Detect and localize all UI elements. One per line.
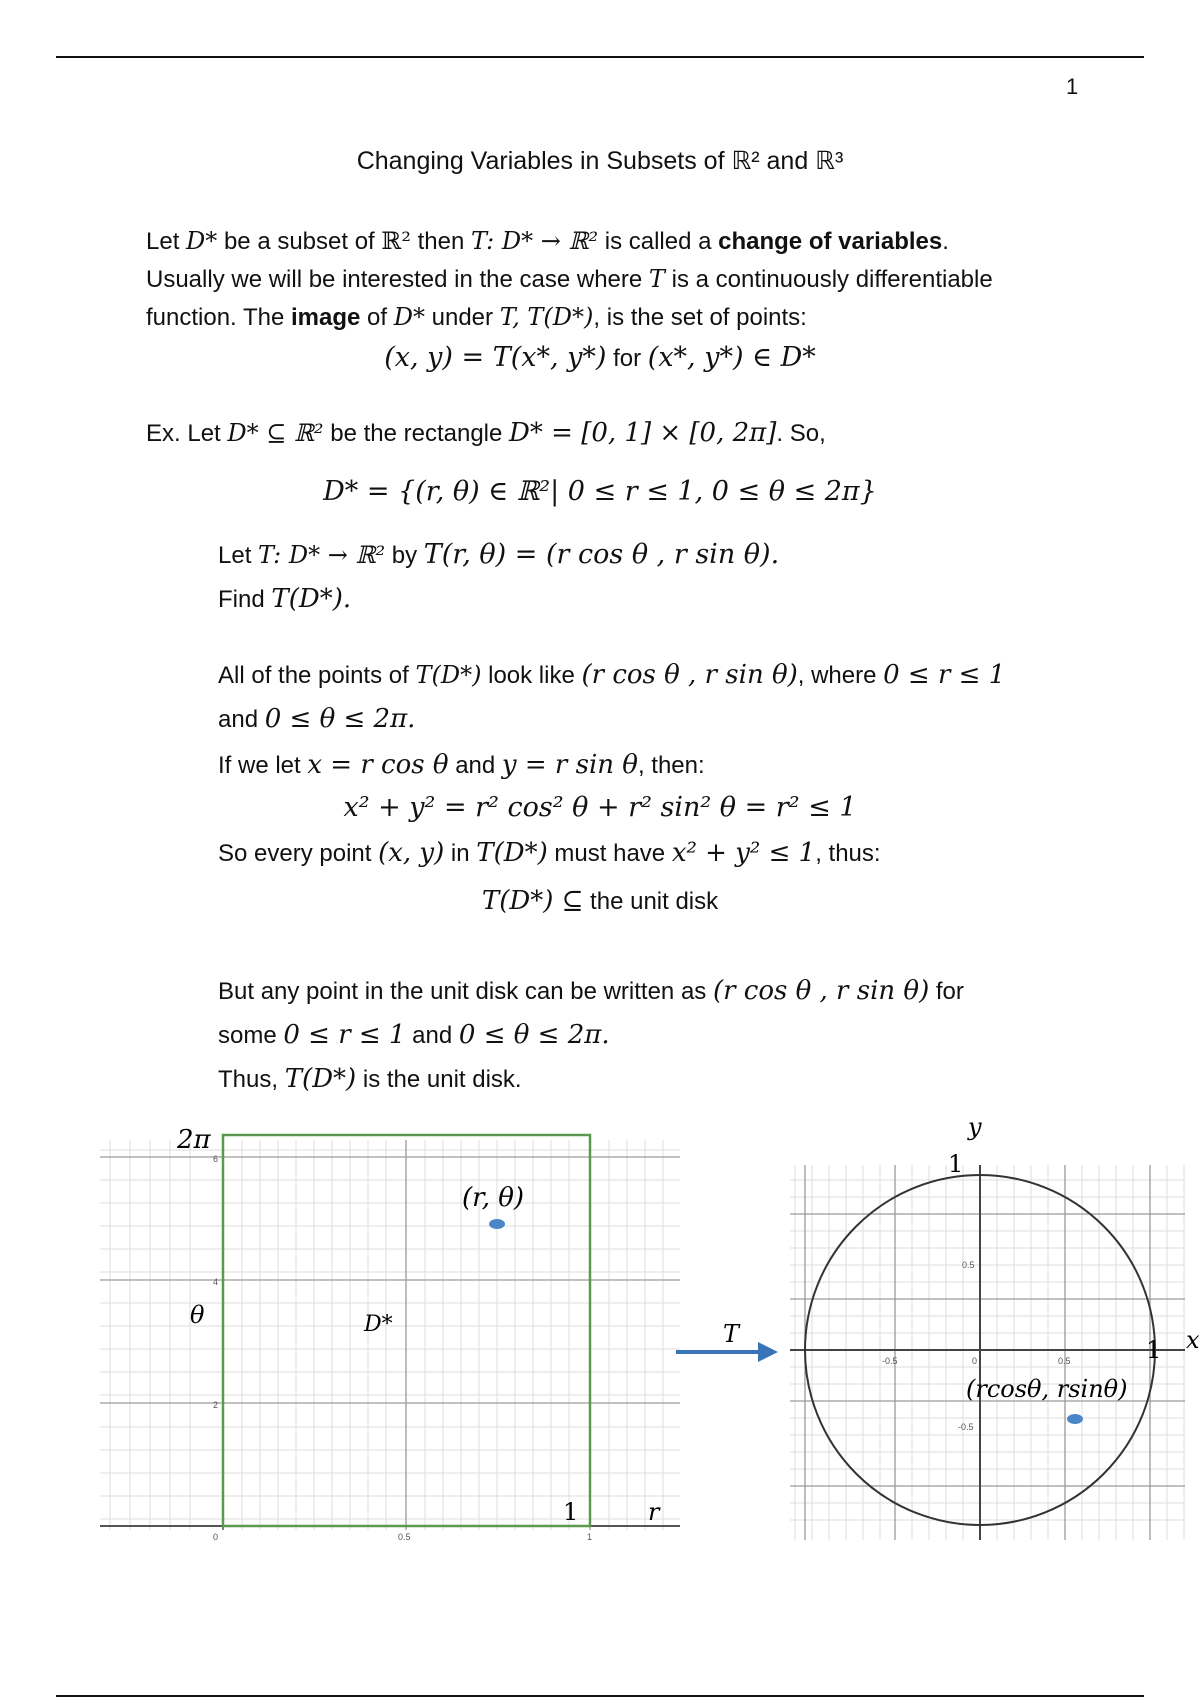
- text: look like: [481, 662, 582, 689]
- text: and: [218, 706, 265, 733]
- label-one-top: 1: [948, 1150, 964, 1178]
- iflet-line: [218, 746, 705, 785]
- title-text: Changing Variables in Subsets of ℝ² and ℝ³: [356, 147, 844, 175]
- text: be a subset of: [217, 228, 382, 255]
- label-one-right: 1: [1146, 1336, 1162, 1364]
- math: x = r cos θ: [307, 750, 449, 780]
- disk-plot: [790, 1113, 1200, 1540]
- math: ℝ²: [381, 227, 411, 255]
- text: for: [929, 978, 964, 1005]
- text: Find: [218, 586, 272, 613]
- tick-label-0: 0: [972, 1356, 978, 1366]
- intro-equation: [0, 338, 1200, 378]
- label-point-r-theta: (r, θ): [462, 1183, 525, 1213]
- points-line: [218, 656, 1005, 695]
- text: be the rectangle: [323, 420, 510, 447]
- text: in: [444, 840, 477, 867]
- tick-label-4: 4: [213, 1277, 219, 1287]
- subset-statement: [0, 882, 1200, 921]
- label-point-rcos-rsin: (rcosθ, rsinθ): [966, 1375, 1128, 1403]
- intro-line-3: [146, 298, 807, 337]
- text: is the unit disk.: [356, 1066, 522, 1093]
- math: (r cos θ , r sin θ): [581, 660, 798, 690]
- intro-line-1: [146, 222, 949, 261]
- tick-label-neg-0-5: -0.5: [882, 1356, 898, 1366]
- text: , where: [797, 662, 884, 689]
- label-theta: θ: [190, 1301, 205, 1329]
- text: Ex. Let: [146, 420, 228, 447]
- math: T(D*) ⊆: [481, 886, 584, 916]
- math: D* = [0, 1] × [0, 2π]: [509, 418, 777, 448]
- arrow-head-icon: [758, 1342, 778, 1362]
- math: T(D*): [284, 1064, 357, 1094]
- math: D* ⊆ ℝ²: [227, 419, 324, 447]
- top-rule: [56, 56, 1144, 58]
- page-title: [0, 146, 1200, 176]
- label-2pi: 2π: [177, 1125, 211, 1155]
- text: is a continuously differentiable: [664, 266, 993, 293]
- mapping-arrow: [676, 1320, 778, 1362]
- text: , is the set of points:: [593, 304, 807, 331]
- label-r: r: [648, 1498, 660, 1526]
- text: Let: [146, 228, 187, 255]
- math: 0 ≤ θ ≤ 2π.: [458, 1020, 610, 1050]
- text: then: [410, 228, 472, 255]
- tick-label-0: 0: [213, 1532, 219, 1542]
- tick-label-2: 2: [213, 1400, 219, 1410]
- text: If we let: [218, 752, 308, 779]
- text: must have: [547, 840, 672, 867]
- text: and: [448, 752, 502, 779]
- text: for: [606, 345, 648, 372]
- text: .: [942, 228, 949, 255]
- math: T(D*).: [271, 584, 352, 614]
- example-let-line: [218, 536, 779, 575]
- text: Usually we will be interested in the case where: [146, 266, 649, 293]
- example-line-1: [146, 414, 826, 453]
- text: and: [405, 1022, 459, 1049]
- math: D*: [393, 303, 425, 331]
- math: T: D* → ℝ²: [258, 541, 386, 569]
- example-find-line: [218, 580, 351, 619]
- text: . So,: [776, 420, 826, 447]
- tick-label-y-neg-0-5: -0.5: [958, 1422, 974, 1432]
- math: T(D*): [476, 838, 548, 868]
- text: the unit disk: [583, 888, 719, 915]
- text: All of the points of: [218, 662, 416, 689]
- so-line: [218, 834, 881, 873]
- text: But any point in the unit disk can be written as: [218, 978, 713, 1005]
- math: T: [648, 265, 665, 293]
- identity-equation: [0, 788, 1200, 827]
- tick-label-0-5: 0.5: [1058, 1356, 1071, 1366]
- label-one: 1: [563, 1498, 579, 1526]
- some-line: [218, 1016, 610, 1055]
- example-set-equation: [0, 472, 1200, 511]
- tick-label-1: 1: [587, 1532, 593, 1542]
- math: D*: [186, 227, 218, 255]
- math: T(r, θ) = (r cos θ , r sin θ).: [423, 539, 780, 570]
- math: x² + y² = r² cos² θ + r² sin² θ = r² ≤ 1: [343, 792, 857, 823]
- math: (r cos θ , r sin θ): [712, 976, 930, 1006]
- tick-label-0-5: 0.5: [398, 1532, 411, 1542]
- bold-term: image: [290, 304, 361, 331]
- point-r-theta: [489, 1219, 505, 1229]
- but-line: [218, 972, 964, 1011]
- math: 0 ≤ r ≤ 1: [883, 660, 1006, 690]
- math: T, T(D*): [499, 303, 594, 331]
- math: D* = {(r, θ) ∈ ℝ²| 0 ≤ r ≤ 1, 0 ≤ θ ≤ 2π}: [323, 476, 877, 507]
- label-dstar: D*: [364, 1312, 393, 1337]
- text: , thus:: [815, 840, 881, 867]
- axis-label-x: x: [1186, 1326, 1200, 1354]
- math: (x, y): [378, 838, 445, 868]
- text: function. The: [146, 304, 291, 331]
- text: some: [218, 1022, 284, 1049]
- text: of: [360, 304, 394, 331]
- text: is called a: [598, 228, 719, 255]
- disk-plot-minor-grid: [790, 1165, 1185, 1540]
- text: Thus,: [218, 1066, 285, 1093]
- disk-plot-major-grid: [790, 1165, 1185, 1540]
- axis-label-y: y: [968, 1113, 982, 1141]
- math: 0 ≤ θ ≤ 2π.: [264, 704, 416, 734]
- rect-plot: [100, 1125, 680, 1542]
- bottom-rule: [56, 1695, 1144, 1697]
- math: (x, y) = T(x*, y*): [384, 342, 607, 373]
- text: under: [424, 304, 500, 331]
- text: So every point: [218, 840, 379, 867]
- tick-label-y-0-5: 0.5: [962, 1260, 975, 1270]
- point-rcos-rsin: [1067, 1414, 1083, 1424]
- thus-line: [218, 1060, 522, 1099]
- math: 0 ≤ r ≤ 1: [283, 1020, 406, 1050]
- page-number: 1: [1066, 74, 1079, 99]
- math: x² + y² ≤ 1: [671, 838, 816, 868]
- math: T(D*): [415, 661, 482, 689]
- math: T: D* → ℝ²: [471, 227, 599, 255]
- change-of-variables-figure: [0, 1100, 1200, 1560]
- math: y = r sin θ: [501, 750, 638, 780]
- text: by: [385, 542, 424, 569]
- text: Let: [218, 542, 259, 569]
- intro-line-2: [146, 260, 993, 299]
- math: (x*, y*) ∈ D*: [647, 342, 816, 373]
- tick-label-6: 6: [213, 1154, 219, 1164]
- text: , then:: [637, 752, 705, 779]
- arrow-label-T: T: [723, 1320, 740, 1348]
- and-line: [218, 700, 415, 739]
- bold-term: change of variables: [718, 228, 943, 255]
